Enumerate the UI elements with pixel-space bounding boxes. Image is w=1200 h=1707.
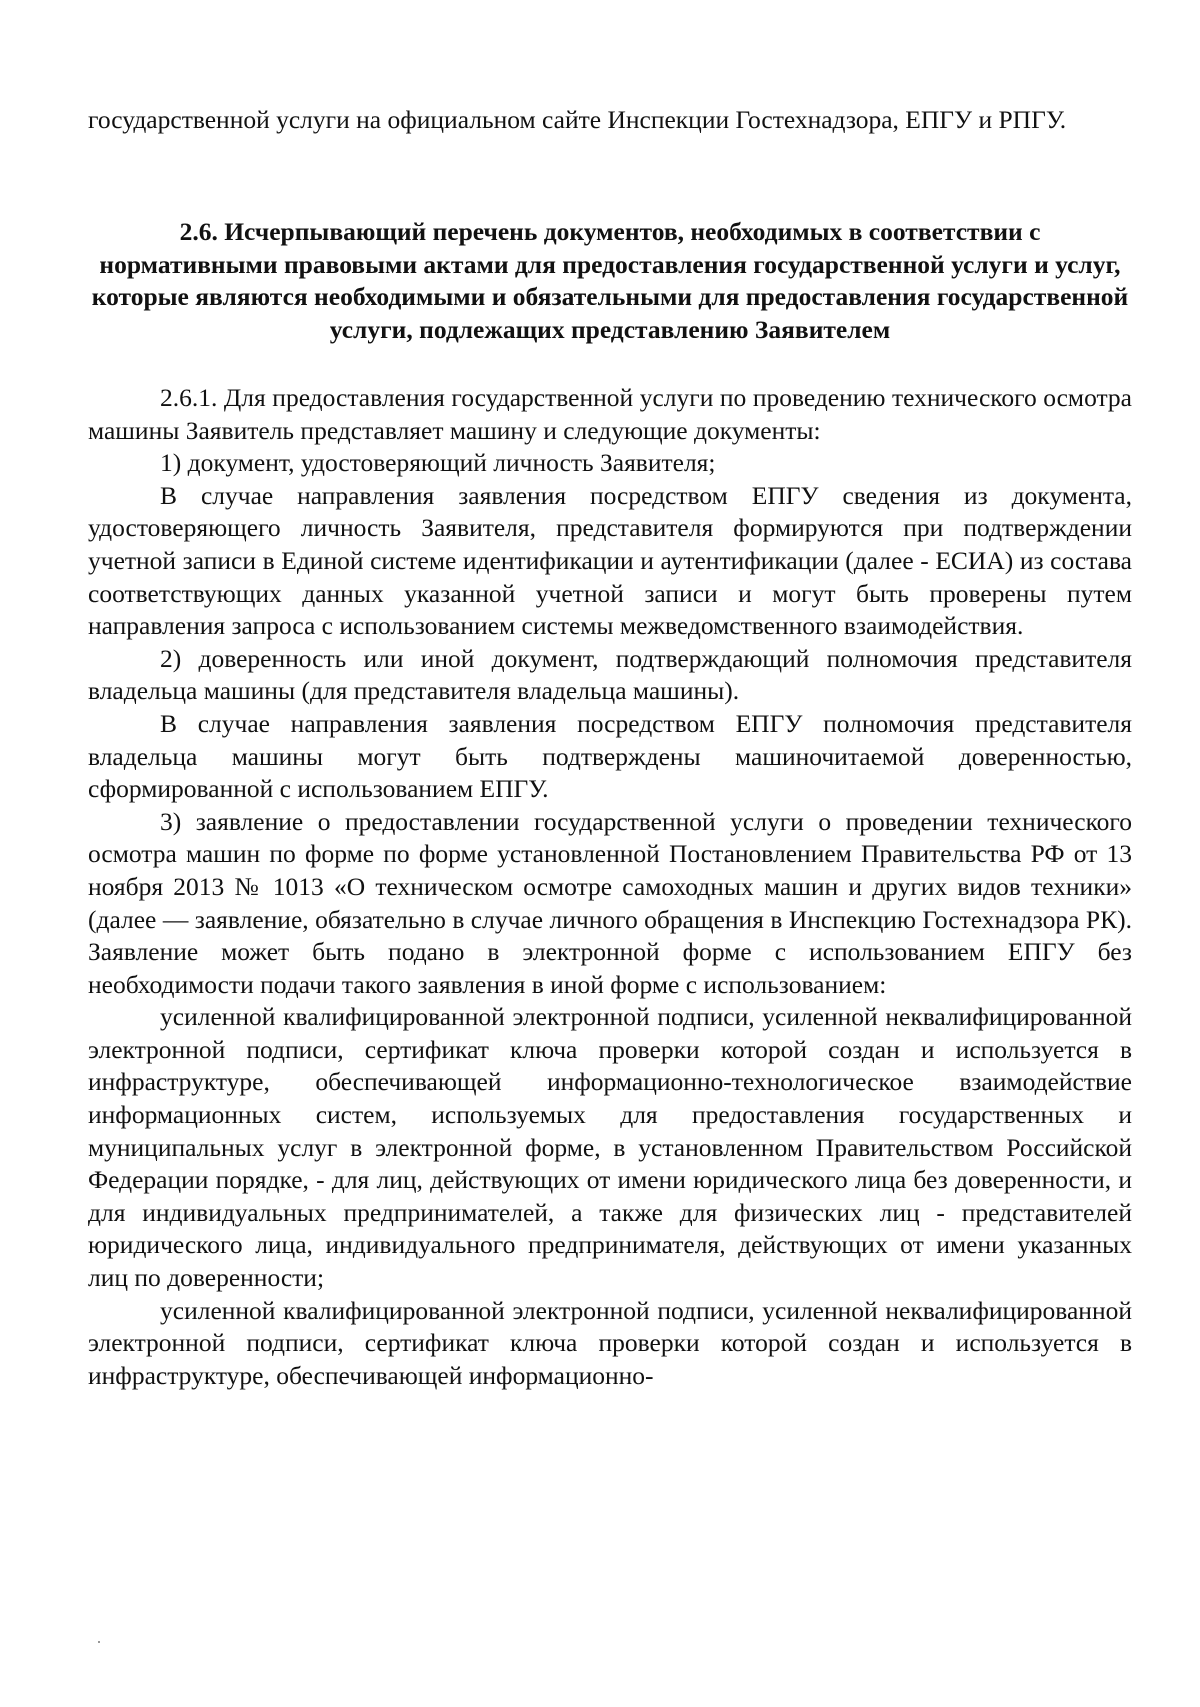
paragraph-2-6-1: 2.6.1. Для предоставления государственной услуги по проведению технического осмотра машины Заявитель представляет машину и следующие документы: (88, 383, 1132, 445)
paragraph-item-1: 1) документ, удостоверяющий личность Заявителя; (160, 448, 716, 478)
paragraph-signature-1: усиленной квалифицированной электронной подписи, усиленной неквалифицированной электронной подписи, сертификат ключа проверки которой создан и используется в инфраструктуре, обеспечивающей информационно-технологическое взаимодействие информационных систем, используемых для предоставления государственных и муниципальных услуг в электронной форме, в установленном Правительством Российской Федерации порядке, - для лиц, действующих от имени юридического лица без доверенности, и для индивидуальных предпринимателей, а также для физических лиц - представителей юридического лица, индивидуального предпринимателя, действующих от имени указанных лиц по доверенности; (88, 1002, 1132, 1293)
body-text (88, 382, 1132, 1392)
intro-paragraph: государственной услуги на официальном сайте Инспекции Гостехнадзора, ЕПГУ и РПГУ. (88, 105, 1067, 134)
paragraph-item-3: 3) заявление о предоставлении государственной услуги о проведении технического осмотра машин по форме по форме установленной Постановлением Правительства РФ от 13 ноября 2013 № 1013 «О техническом осмотре самоходных машин и других видов техники» (далее — заявление, обязательно в случае личного обращения в Инспекцию Гостехнадзора РК). Заявление может быть подано в электронной форме с использованием ЕПГУ без необходимости подачи такого заявления в иной форме с использованием: (88, 806, 1132, 999)
paragraph-item-2: 2) доверенность или иной документ, подтверждающий полномочия представителя владельца машины (для представителя владельца машины). (88, 643, 1132, 706)
paragraph-signature-2: усиленной квалифицированной электронной подписи, усиленной неквалифицированной электронной подписи, сертификат ключа проверки которой создан и используется в инфраструктуре, обеспечивающей информационно- (88, 1295, 1132, 1390)
section-heading: 2.6. Исчерпывающий перечень документов, необходимых в соответствии с нормативными правовыми актами для предоставления государственной услуги и услуг, которые являются необходимыми и обязательными для предоставления государственной услуги, подлежащих представлению Заявителем (91, 217, 1129, 344)
scan-speck (98, 1641, 100, 1643)
paragraph-esia: В случае направления заявления посредством ЕПГУ сведения из документа, удостоверяющего личность Заявителя, представителя формируются при подтверждении учетной записи в Единой системе идентификации и аутентификации (далее - ЕСИА) из состава соответствующих данных указанной учетной записи и могут быть проверены путем направления запроса с использованием системы межведомственного взаимодействия. (88, 480, 1132, 641)
paragraph-power-of-attorney: В случае направления заявления посредством ЕПГУ полномочия представителя владельца машины могут быть подтверждены машиночитаемой доверенностью, сформированной с использованием ЕПГУ. (88, 708, 1132, 804)
